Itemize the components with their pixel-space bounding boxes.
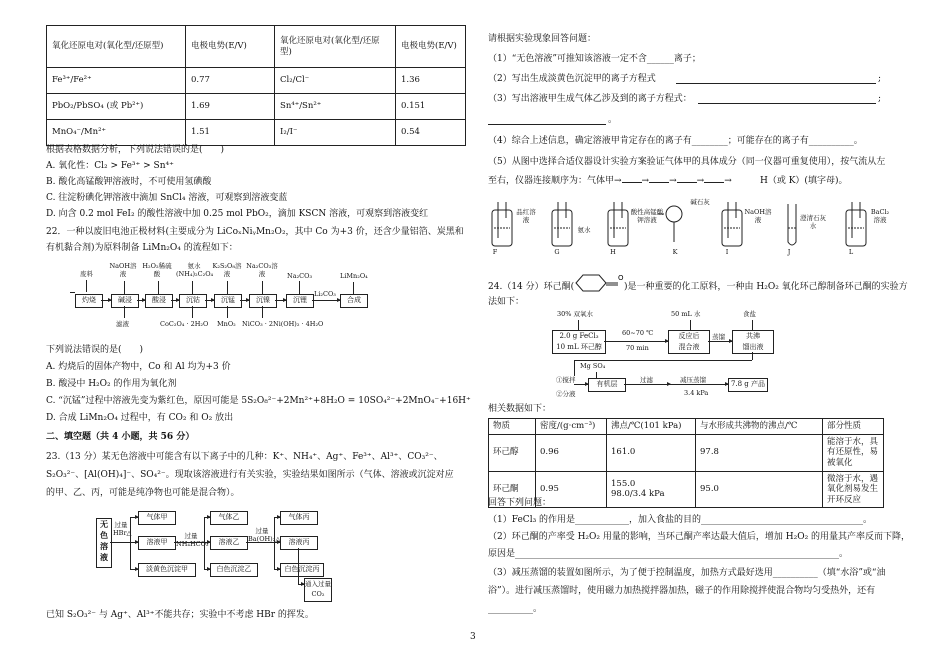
flow-box-mn: 沉锰	[214, 294, 242, 308]
table-header: 氧化还原电对(氧化型/还原型)	[47, 26, 186, 68]
app-g-letter: G	[554, 248, 560, 256]
q24-a3a: （3）减压蒸馏的装置如图所示，为了便于控制温度，加热方式最好选用__________（填“水浴”或“油	[488, 568, 886, 578]
app-i-label: NaOH溶液	[744, 208, 772, 225]
table-cell: 微溶于水，遇氧化剂易发生开环反应	[823, 471, 884, 508]
q23-line-2: S₂O₃²⁻、[Al(OH)₄]⁻、SO₄²⁻。现取该溶液进行有关实验，实验结果如图所示（气体、溶液或沉淀对应	[46, 470, 454, 480]
q24-a1: （1）FeCl₃ 的作用是____________，加入食盐的目的____________________________________。	[488, 515, 873, 525]
q23-note: 已知 S₂O₃²⁻ 与 Ag⁺、Al³⁺不能共存；实验中不考虑 HBr 的挥发。	[46, 610, 314, 620]
flow-box-acid: 酸浸	[145, 294, 173, 308]
table-header: 氧化还原电对(氧化型/还原型)	[275, 26, 396, 68]
app-k-label: 碱石灰	[690, 198, 710, 206]
app-h-letter: H	[610, 248, 616, 256]
table-cell: 0.96	[536, 434, 607, 471]
flow24-h2o2: 30% 双氧水	[557, 310, 594, 318]
q21-option-d: D. 向含 0.2 mol FeI₂ 的酸性溶液中加 0.25 mol PbO₂，滴加 KSCN 溶液，可观察到溶液变红	[46, 209, 429, 219]
flow24-step2: ②分液	[556, 390, 576, 398]
chart-sol-b: 溶液乙	[210, 536, 248, 550]
r-q4: （4）综合上述信息，确定溶液甲肯定存在的离子有________；可能存在的离子有__________。	[488, 136, 863, 146]
table-row	[47, 68, 466, 94]
q24-a2b: 原因是________________________________________________________________________。	[488, 549, 849, 559]
r-q1: （1）“无色溶液”可推知该溶液一定不含______离子；	[488, 54, 701, 64]
table-cell: 环己醇	[489, 434, 536, 471]
flow-box-synth: 合成	[340, 294, 368, 308]
q21-option-c: C. 往淀粉碘化钾溶液中滴加 SnCl₄ 溶液，可观察到溶液变蓝	[46, 193, 288, 203]
q24-answer: 回答下列问题：	[488, 498, 552, 508]
table-header: 部分性质	[823, 419, 884, 435]
table-cell: Fe³⁺/Fe²⁺	[47, 68, 186, 94]
table-cell: 161.0	[607, 434, 696, 471]
flow24-box2: 反应后 混合液	[668, 330, 710, 354]
property-table	[488, 418, 884, 508]
q22-option-b: B. 酸浸中 H₂O₂ 的作用为氧化剂	[46, 379, 177, 389]
flow24-box1: 2.0 g FeCl₃ 10 mL 环己醇	[552, 330, 606, 354]
chart-gas-b: 气体乙	[210, 511, 248, 525]
app-g-label: 氨水	[577, 226, 591, 234]
q21-option-b: B. 酸化高锰酸钾溶液时，不可使用氢碘酸	[46, 177, 212, 187]
table-header: 物质	[489, 419, 536, 435]
flow24-box4: 有机层	[588, 378, 626, 392]
flow-nickel: NiCO₃ · 2Ni(OH)₂ · 4H₂O	[242, 320, 324, 328]
flow24-water: 50 mL 水	[671, 310, 701, 318]
flow24-distill: 蒸馏	[712, 333, 725, 341]
q24-related: 相关数据如下：	[488, 404, 552, 414]
chart-ppt-a: 淡黄色沉淀甲	[138, 563, 196, 577]
table-header: 密度/(g·cm⁻³)	[536, 419, 607, 435]
table-cell: 0.54	[396, 120, 466, 146]
flow-box-alkali: 碱浸	[111, 294, 139, 308]
potential-table	[46, 25, 466, 146]
app-h-label: 酸性高锰酸钾溶液	[630, 208, 664, 225]
r-q2: （2）写出生成淡黄色沉淀甲的离子方程式	[488, 74, 656, 84]
q21-stem: 根据表格数据分析，下列说法错误的是( )	[46, 145, 225, 155]
r-q5a: （5）从图中选择合适仪器设计实验方案验证气体甲的具体成分（同一仪器可重复使用），按气流从左	[488, 157, 886, 167]
table-row	[489, 434, 884, 471]
q23-line-1: 23.（13 分）某无色溶液中可能含有以下离子中的几种：K⁺、NH₄⁺、Ag⁺、Fe³⁺、Al³⁺、CO₃²⁻、	[46, 452, 443, 462]
table-cell: 环己酮	[489, 471, 536, 508]
reagent-naoh: NaOH溶液	[109, 262, 137, 279]
table-cell: 0.95	[536, 471, 607, 508]
q5-sequence-blanks[interactable]: → → → → →	[614, 176, 732, 186]
app-l-letter: L	[848, 248, 854, 256]
reagent-na2co3: Na₂CO₃溶液	[246, 262, 278, 279]
app-i-letter: I	[725, 248, 729, 256]
chart-sol-a: 溶液甲	[138, 536, 176, 550]
q24-line-2: 法如下：	[488, 297, 525, 307]
chart-ppt-c: 白色沉淀丙	[280, 563, 324, 577]
table-row	[47, 26, 466, 68]
table-header: 电极电势(E/V)	[396, 26, 466, 68]
table-cell: 155.0 98.0/3.4 kPa	[607, 471, 696, 508]
flow24-time: 70 min	[626, 344, 649, 352]
table-cell: PbO₂/PbSO₄ (或 Pb²⁺)	[47, 94, 186, 120]
page-number: 3	[470, 632, 476, 642]
table-cell: 1.36	[396, 68, 466, 94]
app-f-letter: F	[492, 248, 498, 256]
table-header: 沸点/℃(101 kPa)	[607, 419, 696, 435]
r-q5c: H（或 K）(填字母)。	[760, 176, 848, 186]
chart-gas-a: 气体甲	[138, 511, 176, 525]
flow-box-ni: 沉镍	[249, 294, 277, 308]
chart-ppt-b: 白色沉淀乙	[210, 563, 258, 577]
chart-gas-c: 气体丙	[280, 511, 318, 525]
flow24-filter: 过滤	[640, 376, 653, 384]
apparatus-drawing	[488, 198, 888, 258]
q22-option-a: A. 灼烧后的固体产物中，Co 和 Al 均为+3 价	[46, 362, 231, 372]
q24-a2a: （2）环己酮的产率受 H₂O₂ 用量的影响，当环己酮产率达最大值后，增加 H₂O₂ 的用量其产率反而下降，	[488, 532, 911, 542]
reagent-h2o2: H₂O₂稀硫酸	[142, 262, 172, 279]
flow24-step1: ①搅拌	[556, 376, 576, 384]
flow-li2co3: Li₂CO₃	[314, 290, 336, 298]
table-cell: Cl₂/Cl⁻	[275, 68, 396, 94]
chart-r1: 过量HBr△	[113, 521, 132, 538]
chart-r2: 过量NH₄HCO₃	[176, 532, 209, 549]
q23-line-3: 的甲、乙、丙，可能是纯净物也可能是混合物）。	[46, 488, 240, 498]
table-cell: MnO₄⁻/Mn²⁺	[47, 120, 186, 146]
app-j-label: 澄清石灰水	[800, 214, 826, 231]
r-q5b: 至右，仪器连接顺序为：气体甲	[488, 176, 615, 186]
flow24-box3: 共沸 馏出液	[732, 330, 774, 354]
flow24-temp: 60~70 ℃	[622, 329, 654, 337]
flow24-vac: 减压蒸馏	[680, 376, 706, 384]
table-cell: I₂/I⁻	[275, 120, 396, 146]
flow-cooxalate: CoC₂O₄ · 2H₂O	[160, 320, 209, 328]
q21-option-a: A. 氧化性：Cl₂ > Fe³⁺ > Sn⁴⁺	[46, 161, 174, 171]
table-header: 电极电势(E/V)	[186, 26, 275, 68]
app-j-letter: J	[787, 248, 791, 256]
table-row	[47, 94, 466, 120]
table-cell: 97.8	[696, 434, 823, 471]
q22-stem-1: 22．一种以废旧电池正极材料(主要成分为 LiCoₓNiᵧMn₂O₂，其中 Co 为+3 价，还含少量铝箔、炭黑和	[46, 227, 464, 237]
reagent-ammonia: 氨水(NH₄)₂C₂O₄	[176, 262, 214, 279]
q24-line-1a: 24.（14 分）环己酮(	[488, 282, 575, 292]
flow-box-li: 沉锂	[286, 294, 314, 308]
q22-option-d: D. 合成 LiMn₂O₄ 过程中，有 CO₂ 和 O₂ 放出	[46, 413, 234, 423]
reagent-na2co3-b: Na₂CO₃	[287, 272, 313, 280]
app-k-letter: K	[672, 248, 678, 256]
app-l-label: BaCl₂溶液	[870, 208, 890, 225]
table-cell: 95.0	[696, 471, 823, 508]
flow24-salt: 食盐	[743, 310, 756, 318]
chart-sol-c: 溶液丙	[280, 536, 318, 550]
chart-r3: 过量Ba(OH)₂△	[248, 527, 281, 544]
flow-box-burn: 灼烧	[75, 294, 103, 308]
cyclohexanone-structure-icon	[568, 270, 624, 296]
table-cell: 能溶于水，具有还原性，易被氧化	[823, 434, 884, 471]
table-cell: 1.69	[186, 94, 275, 120]
flow24-mgso4: Mg SO₄	[580, 362, 606, 370]
flow24-product: 7.8 g 产品	[728, 378, 768, 392]
r-q3: （3）写出溶液甲生成气体乙涉及到的离子方程式：	[488, 94, 692, 104]
flow-product: LiMn₂O₄	[340, 272, 368, 280]
q22-question: 下列说法错误的是( )	[46, 345, 144, 355]
q22-stem-2: 有机黏合剂)为原料制备 LiMn₂O₄ 的流程如下：	[46, 243, 238, 253]
table-cell: 0.151	[396, 94, 466, 120]
app-f-label: 品红溶液	[516, 208, 536, 225]
table-row	[47, 120, 466, 146]
table-cell: 1.51	[186, 120, 275, 146]
table-cell: 0.77	[186, 68, 275, 94]
table-row	[489, 419, 884, 435]
q24-line-1b: )是一种重要的化工原料，一种由 H₂O₂ 氧化环己醇制备环己酮的实验方	[624, 282, 908, 292]
flow24-pressure: 3.4 kPa	[684, 389, 709, 397]
svg-text:O: O	[618, 274, 624, 282]
table-cell: Sn⁴⁺/Sn²⁺	[275, 94, 396, 120]
r-intro: 请根据实验现象回答问题：	[488, 34, 597, 44]
q22-option-c: C. “沉锰”过程中溶液先变为紫红色，原因可能是 5S₂O₈²⁻+2Mn²⁺+8H₂O = 10SO₄²⁻+2MnO₄⁻+16H⁺	[46, 396, 471, 406]
q24-a3b: 浴”）。进行减压蒸馏时，使用磁力加热搅拌器加热，磁子的作用除搅拌使混合物均匀受热外，还有	[488, 586, 876, 596]
flow-mno2: MnO₂	[217, 320, 236, 328]
chart-co2: 通入过量CO₂	[304, 578, 332, 602]
flow-box-co: 沉钴	[179, 294, 207, 308]
chart-start: 无色溶液	[96, 518, 112, 568]
reagent-k2s2o8: K₂S₂O₈溶液	[212, 262, 242, 279]
flow-start-label: 废料	[80, 270, 93, 278]
flow-filtrate: 滤液	[116, 320, 129, 328]
q24-a3c: __________。	[488, 604, 543, 614]
section-title: 二、填空题（共 4 小题，共 56 分）	[46, 432, 195, 442]
table-header: 与水形成共沸物的沸点/℃	[696, 419, 823, 435]
